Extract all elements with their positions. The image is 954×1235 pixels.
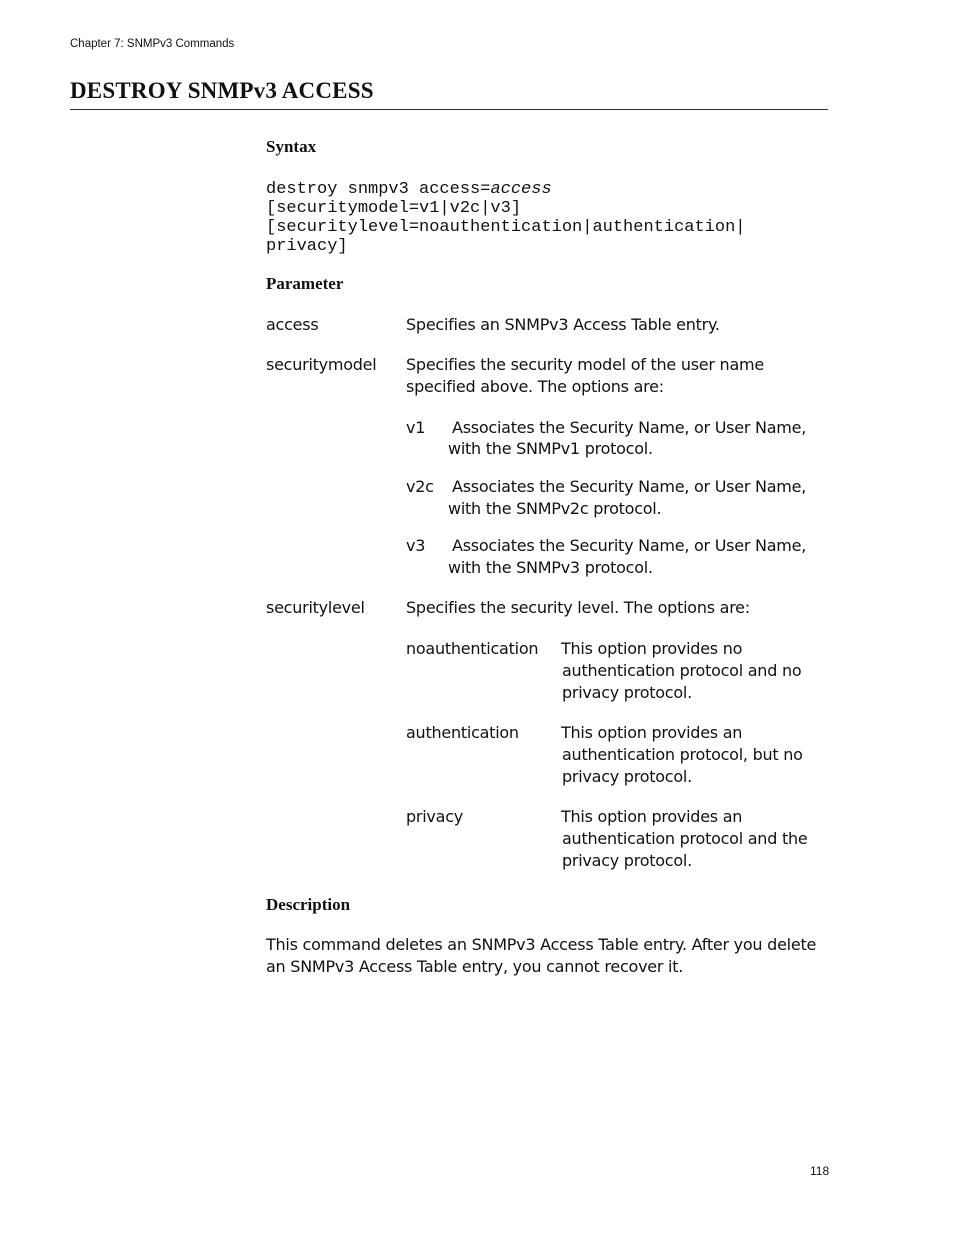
option-desc-noauthentication-3: privacy protocol. bbox=[562, 683, 692, 702]
option-desc-v3-2: with the SNMPv3 protocol. bbox=[448, 558, 653, 577]
running-head: Chapter 7: SNMPv3 Commands bbox=[70, 38, 235, 50]
param-name-securitylevel: securitylevel bbox=[266, 598, 365, 617]
page-title: DESTROY SNMPv3 ACCESS bbox=[70, 78, 374, 103]
option-desc-privacy-3: privacy protocol. bbox=[562, 851, 692, 870]
option-desc-noauthentication-2: authentication protocol and no bbox=[562, 661, 802, 680]
option-name-noauthentication: noauthentication bbox=[406, 639, 539, 658]
option-name-authentication: authentication bbox=[406, 723, 519, 742]
option-desc-noauthentication-1: This option provides no bbox=[561, 639, 743, 658]
param-desc-securitymodel-1: Specifies the security model of the user name bbox=[406, 355, 764, 374]
option-desc-authentication-1: This option provides an bbox=[561, 723, 743, 742]
option-desc-authentication-2: authentication protocol, but no bbox=[562, 745, 803, 764]
param-desc-securitymodel-2: specified above. The options are: bbox=[406, 377, 664, 396]
syntax-variable: access bbox=[490, 180, 552, 199]
option-name-v3: v3 bbox=[406, 536, 426, 555]
syntax-line-4: privacy] bbox=[266, 237, 348, 256]
page-number: 118 bbox=[810, 1164, 830, 1178]
option-desc-v2c-1: Associates the Security Name, or User Name, bbox=[452, 477, 807, 496]
syntax-line-3: [securitylevel=noauthentication|authentication| bbox=[266, 218, 746, 237]
syntax-command: destroy snmpv3 access= bbox=[266, 180, 491, 199]
parameter-heading: Parameter bbox=[266, 274, 344, 293]
option-desc-v2c-2: with the SNMPv2c protocol. bbox=[448, 499, 662, 518]
title-rule bbox=[70, 109, 828, 110]
option-desc-privacy-2: authentication protocol and the bbox=[562, 829, 808, 848]
param-name-access: access bbox=[266, 315, 319, 334]
option-desc-v1-1: Associates the Security Name, or User Name, bbox=[452, 418, 807, 437]
description-heading: Description bbox=[266, 895, 351, 914]
description-line-1: This command deletes an SNMPv3 Access Table entry. After you delete bbox=[266, 935, 817, 954]
option-name-privacy: privacy bbox=[406, 807, 463, 826]
syntax-heading: Syntax bbox=[266, 137, 317, 156]
param-desc-securitylevel: Specifies the security level. The options are: bbox=[406, 598, 750, 617]
syntax-line-1 bbox=[266, 180, 552, 199]
option-desc-v3-1: Associates the Security Name, or User Name, bbox=[452, 536, 807, 555]
option-desc-privacy-1: This option provides an bbox=[561, 807, 743, 826]
option-desc-authentication-3: privacy protocol. bbox=[562, 767, 692, 786]
option-name-v2c: v2c bbox=[406, 477, 434, 496]
option-name-v1: v1 bbox=[406, 418, 426, 437]
option-desc-v1-2: with the SNMPv1 protocol. bbox=[448, 439, 653, 458]
syntax-line-2: [securitymodel=v1|v2c|v3] bbox=[266, 199, 522, 218]
param-name-securitymodel: securitymodel bbox=[266, 355, 377, 374]
param-desc-access: Specifies an SNMPv3 Access Table entry. bbox=[406, 315, 720, 334]
description-line-2: an SNMPv3 Access Table entry, you cannot recover it. bbox=[266, 957, 684, 976]
